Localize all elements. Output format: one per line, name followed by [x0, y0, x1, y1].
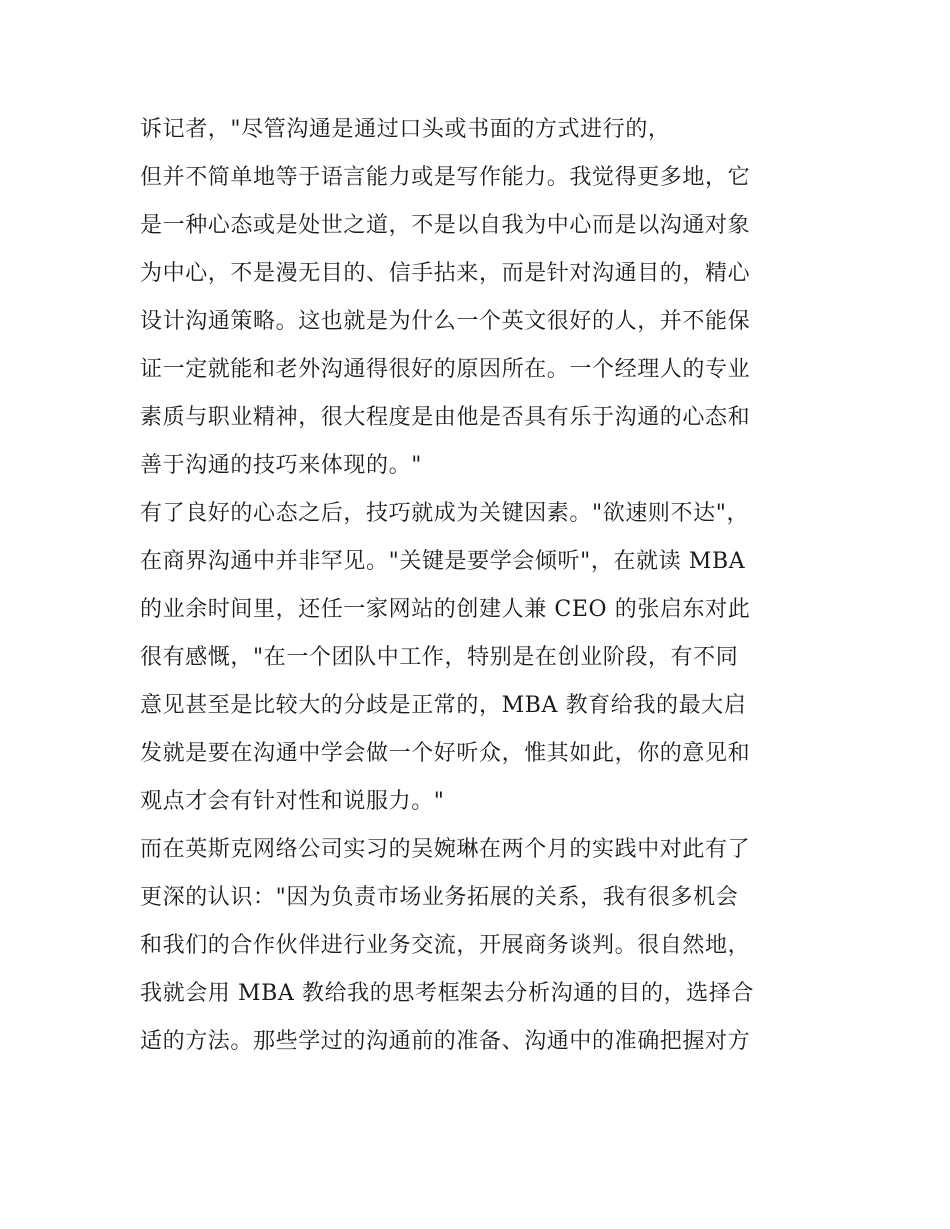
text-line: 证一定就能和老外沟通得很好的原因所在。一个经理人的专业 — [140, 357, 751, 382]
text-line: 素质与职业精神，很大程度是由他是否具有乐于沟通的心态和 — [140, 405, 751, 430]
text-line: 的业余时间里，还任一家网站的创建人兼 CEO 的张启东对此 — [140, 597, 751, 622]
text-line: 观点才会有针对性和说服力。" — [140, 789, 445, 814]
text-line: 为中心，不是漫无目的、信手拈来，而是针对沟通目的，精心 — [140, 261, 751, 286]
text-line: 更深的认识："因为负责市场业务拓展的关系，我有很多机会 — [140, 885, 739, 910]
text-line: 在商界沟通中并非罕见。"关键是要学会倾听"，在就读 MBA — [140, 549, 746, 574]
text-line: 我就会用 MBA 教给我的思考框架去分析沟通的目的，选择合 — [140, 981, 754, 1006]
text-line: 但并不简单地等于语言能力或是写作能力。我觉得更多地，它 — [140, 165, 751, 190]
text-line: 很有感慨，"在一个团队中工作，特别是在创业阶段，有不同 — [140, 645, 739, 670]
text-line: 发就是要在沟通中学会做一个好听众，惟其如此，你的意见和 — [140, 741, 751, 766]
text-line: 适的方法。那些学过的沟通前的准备、沟通中的准确把握对方 — [140, 1029, 751, 1054]
text-line: 善于沟通的技巧来体现的。" — [140, 453, 422, 478]
text-line: 诉记者，"尽管沟通是通过口头或书面的方式进行的， — [140, 117, 671, 142]
text-line: 设计沟通策略。这也就是为什么一个英文很好的人，并不能保 — [140, 309, 751, 334]
text-line: 而在英斯克网络公司实习的吴婉琳在两个月的实践中对此有了 — [140, 837, 751, 862]
body-text — [140, 106, 830, 1066]
text-line: 意见甚至是比较大的分歧是正常的，MBA 教育给我的最大启 — [140, 693, 747, 718]
text-line: 是一种心态或是处世之道，不是以自我为中心而是以沟通对象 — [140, 213, 751, 238]
text-line: 有了良好的心态之后，技巧就成为关键因素。"欲速则不达"， — [140, 501, 750, 526]
text-line: 和我们的合作伙伴进行业务交流，开展商务谈判。很自然地， — [140, 933, 751, 958]
